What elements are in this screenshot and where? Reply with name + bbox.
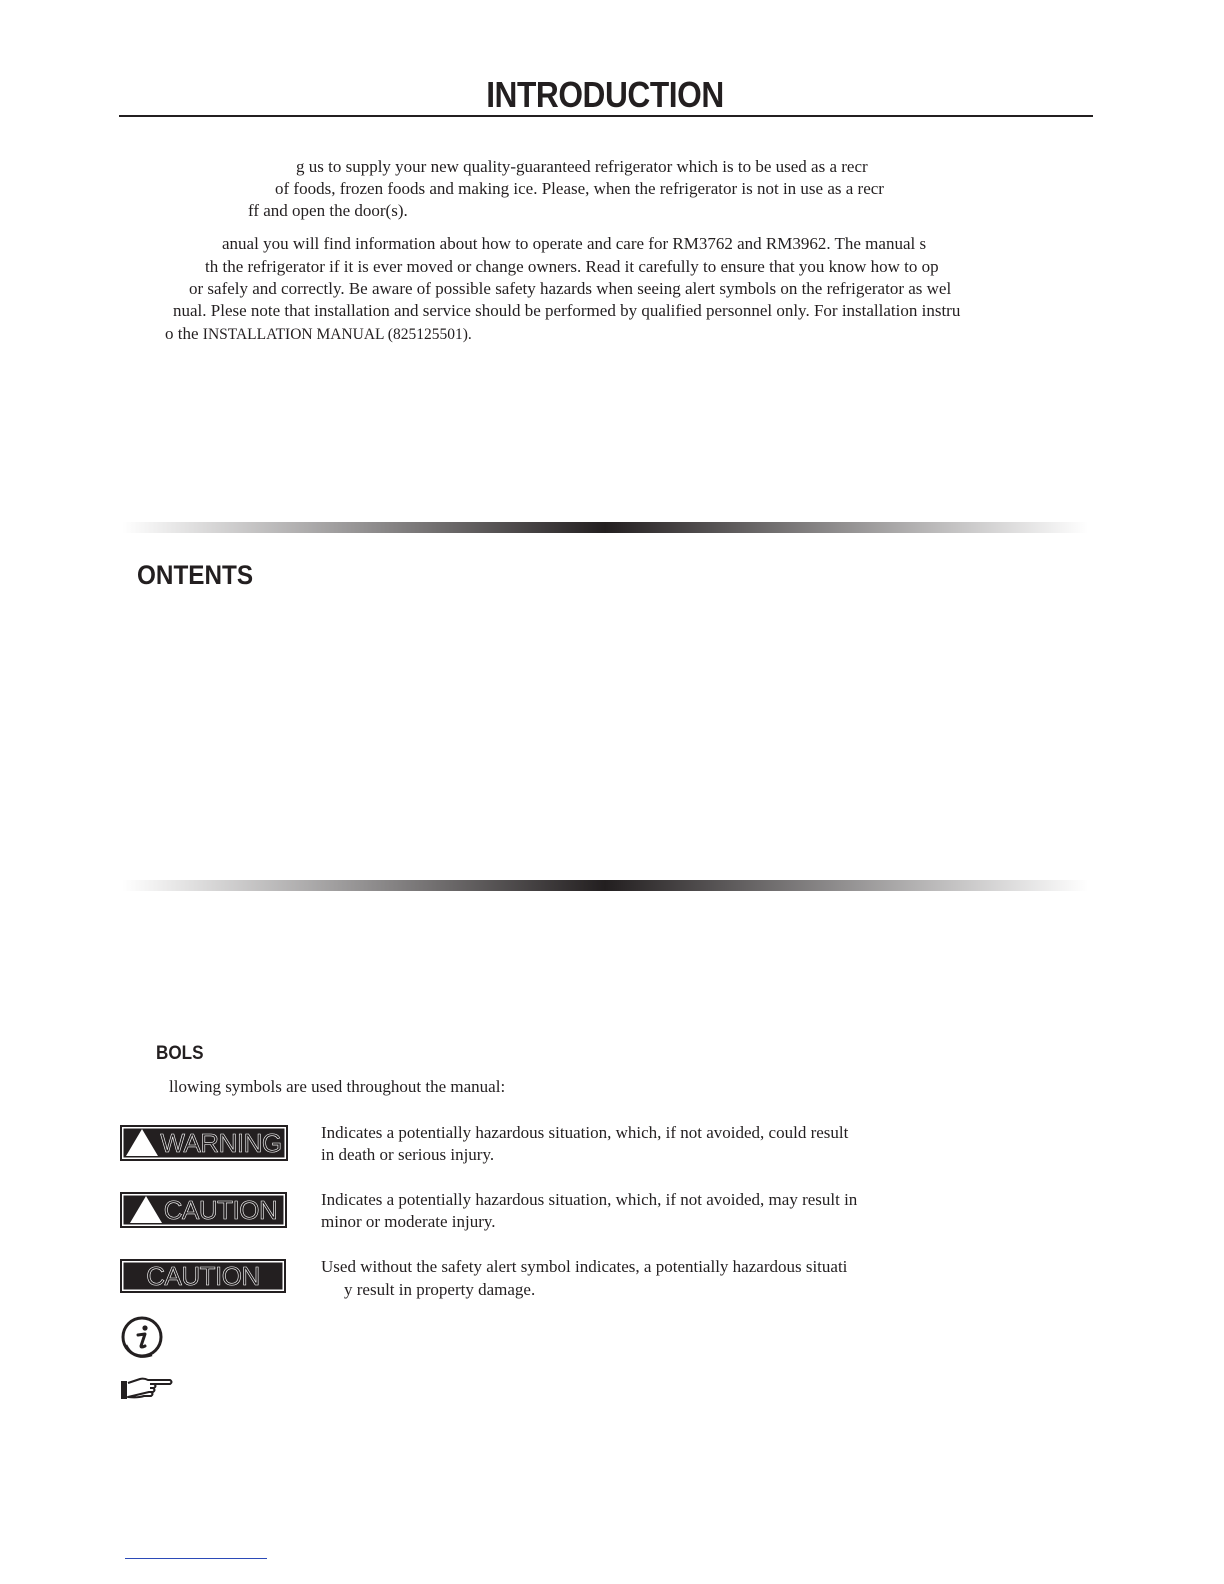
section-divider	[122, 522, 1088, 533]
warning-badge-label: WARNING	[160, 1127, 282, 1158]
intro-line: or safely and correctly. Be aware of possible safety hazards when seeing alert symbols on the refrigerator as wel	[189, 279, 952, 298]
warning-badge	[120, 1125, 288, 1161]
intro-line: th the refrigerator if it is ever moved or change owners. Read it carefully to ensure that you know how to op	[205, 257, 939, 276]
caution-description: Indicates a potentially hazardous situation, which, if not avoided, may result in	[321, 1190, 858, 1209]
intro-line	[165, 324, 472, 345]
caution-badge	[120, 1192, 287, 1228]
caution-badge-label: CAUTION	[163, 1194, 278, 1225]
intro-line: anual you will find information about how to operate and care for RM3762 and RM3962. The manual s	[222, 234, 927, 253]
pointing-hand-icon	[120, 1375, 174, 1403]
caution-no-symbol-badge-label: CAUTION	[146, 1260, 260, 1291]
footer-link[interactable]	[125, 1558, 267, 1559]
title-rule	[119, 115, 1093, 117]
contents-heading: ONTENTS	[137, 560, 254, 590]
symbols-heading: BOLS	[156, 1043, 204, 1064]
intro-text: o the	[165, 324, 203, 343]
warning-description: Indicates a potentially hazardous situation, which, if not avoided, could result	[321, 1123, 849, 1142]
warning-description: in death or serious injury.	[321, 1145, 495, 1164]
alert-triangle-icon	[126, 1129, 158, 1156]
intro-line: of foods, frozen foods and making ice. Please, when the refrigerator is not in use as a recr	[275, 179, 884, 198]
intro-line: nual. Plese note that installation and service should be performed by qualified personnel only. For installation instru	[173, 301, 961, 320]
info-icon	[120, 1315, 166, 1361]
property-damage-description: Used without the safety alert symbol indicates, a potentially hazardous situati	[321, 1257, 848, 1276]
intro-line: g us to supply your new quality-guaranteed refrigerator which is to be used as a recr	[296, 157, 868, 176]
alert-triangle-icon	[130, 1196, 162, 1223]
section-divider	[122, 880, 1088, 891]
caution-description: minor or moderate injury.	[321, 1212, 496, 1231]
page-title: INTRODUCTION	[486, 74, 724, 115]
property-damage-description: y result in property damage.	[344, 1280, 536, 1299]
caution-no-symbol-badge	[120, 1259, 286, 1293]
symbols-intro: llowing symbols are used throughout the manual:	[169, 1077, 506, 1096]
installation-manual-reference: INSTALLATION MANUAL (825125501).	[202, 326, 472, 343]
intro-line: ff and open the door(s).	[248, 201, 408, 220]
